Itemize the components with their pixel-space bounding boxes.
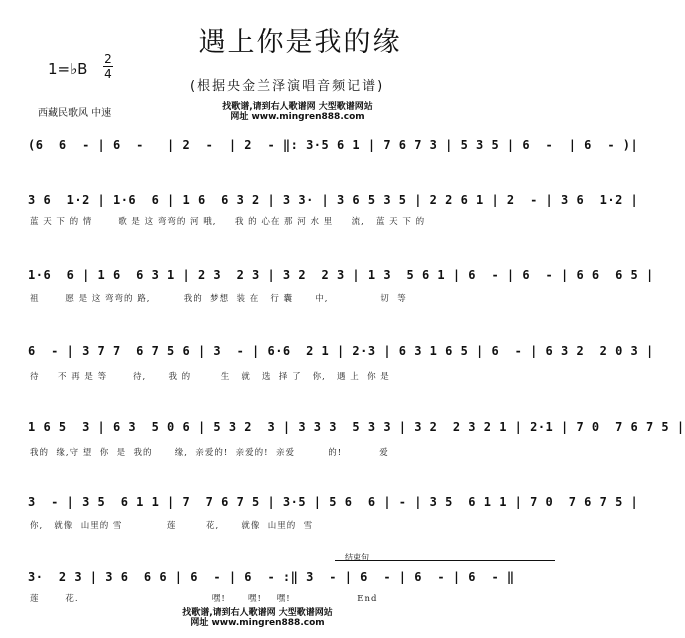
score-line-2-notes: 3 6 1·2 | 1·6 6 | 1 6 6 3 2 | 3 3· | 3 6 5 3 5 | 2 2 6 1 | 2 - | 3 6 1·2 | [28,193,639,207]
score-line-3-notes: 1·6 6 | 1 6 6 3 1 | 2 3 2 3 | 3 2 2 3 | 1 3 5 6 1 | 6 - | 6 - | 6 6 6 5 | [28,268,654,282]
score-line-4-notes: 6 - | 3 7 7 6 7 5 6 | 3 - | 6·6 2 1 | 2·3 | 6 3 1 6 5 | 6 - | 6 3 2 2 0 3 | [28,344,654,358]
score-line-6-notes: 3 - | 3 5 6 1 1 | 7 7 6 7 5 | 3·5 | 5 6 6 | - | 3 5 6 1 1 | 7 0 7 6 7 5 | [28,495,639,509]
watermark-top [190,102,405,122]
subtitle: (根据央金兰泽演唱音频记谱) [190,79,385,94]
style-tempo: 西藏民歌风 中速 [38,108,112,119]
watermark-line2: 网址 www.mingren888.com [190,618,325,628]
score-line-7-lyrics: 莲 花. 嘿! 嘿! 嘿! End [30,594,378,604]
score-line-7-notes: 3· 2 3 | 3 6 6 6 | 6 - | 6 - :‖ 3 - | 6 - | 6 - | 6 - ‖ [28,570,515,584]
watermark-bottom [150,608,365,628]
watermark-line1: 找歌谱,请到右人歌谱网 大型歌谱网站 [182,608,333,618]
score-line-5-lyrics: 我的 缘,守 望 你 是 我的 缘, 亲爱的! 亲爱的! 亲爱 的! 爱 [30,448,389,458]
key-signature: 1=♭B [48,60,88,78]
score-line-2-lyrics: 蓝 天 下 的 情 歌 是 这 弯弯的 河 哦, 我 的 心在 那 河 水 里 流, 蓝 天 下 的 [30,217,426,227]
score-line-1-notes: (6 6 - | 6 - | 2 - | 2 - ‖: 3·5 6 1 | 7 6 7 3 | 5 3 5 | 6 - | 6 - )| [28,138,639,152]
score-line-6-lyrics: 你, 就像 山里的 雪 莲 花, 就像 山里的 雪 [30,521,314,531]
watermark-line2: 网址 www.mingren888.com [230,112,365,122]
score-line-3-lyrics: 祖 愿 是 这 弯弯的 路, 我的 梦想 装 在 行 囊 中, 切 等 [30,294,407,304]
score-line-4-lyrics: 待 不 再 是 等 待, 我 的 生 就 选 择 了 你, 遇 上 你 是 [30,372,390,382]
watermark-line1: 找歌谱,请到右人歌谱网 大型歌谱网站 [222,102,373,112]
ending-bracket-label: 结束句 [345,553,369,562]
ending-bracket-rule [335,560,555,561]
score-line-5-notes: 1 6 5 3 | 6 3 5 0 6 | 5 3 2 3 | 3 3 3 5 3 3 | 3 2 2 3 2 1 | 2·1 | 7 0 7 6 7 5 | [28,420,685,434]
time-signature-bottom: 4 [104,67,112,81]
page-title: 遇上你是我的缘 [198,27,402,58]
time-signature-top: 2 [104,52,112,66]
time-signature [103,53,113,80]
